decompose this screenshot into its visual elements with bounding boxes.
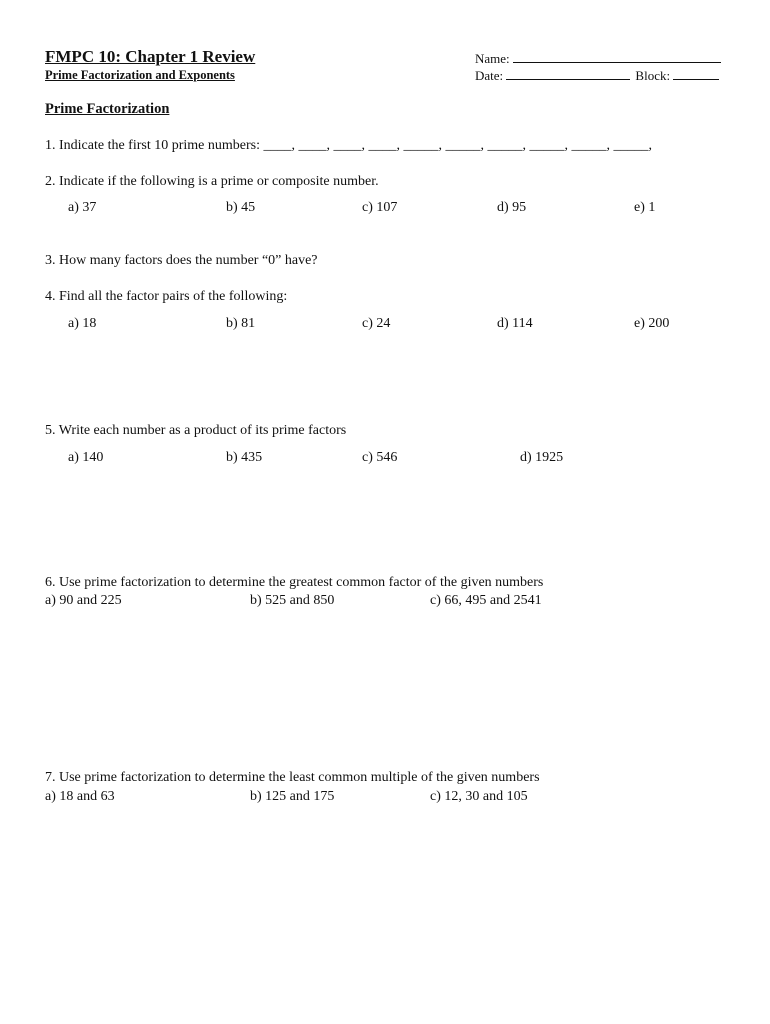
q7-option-c: c) 12, 30 and 105 [430,789,528,804]
date-block-field[interactable] [475,68,719,84]
date-blank[interactable] [506,78,630,80]
q2-option-b: b) 45 [226,200,256,215]
question-3: 3. How many factors does the number “0” have? [45,253,318,268]
question-2: 2. Indicate if the following is a prime or composite number. [45,174,379,189]
q4-option-c: c) 24 [362,316,391,331]
q2-option-d: d) 95 [497,200,527,215]
q4-option-a: a) 18 [68,316,97,331]
q2-option-a: a) 37 [68,200,97,215]
q4-option-d: d) 114 [497,316,533,331]
worksheet-title: FMPC 10: Chapter 1 Review [45,47,256,66]
block-label: Block: [635,68,671,83]
question-7: 7. Use prime factorization to determine the least common multiple of the given numbers [45,770,540,785]
q6-option-a: a) 90 and 225 [45,593,122,608]
question-1: 1. Indicate the first 10 prime numbers: ____, ____, ____, ____, _____, _____, _____, _____, _____, _____, [45,138,652,153]
q2-option-e: e) 1 [634,200,656,215]
q5-option-a: a) 140 [68,450,104,465]
q7-option-a: a) 18 and 63 [45,789,115,804]
question-6: 6. Use prime factorization to determine the greatest common factor of the given numbers [45,575,544,590]
block-blank[interactable] [673,78,719,80]
q7-option-b: b) 125 and 175 [250,789,335,804]
q5-option-b: b) 435 [226,450,263,465]
q4-option-e: e) 200 [634,316,670,331]
q4-option-b: b) 81 [226,316,256,331]
name-field[interactable] [475,51,721,67]
q6-option-c: c) 66, 495 and 2541 [430,593,542,608]
name-blank[interactable] [513,61,721,63]
date-label: Date: [475,68,504,83]
q5-option-c: c) 546 [362,450,398,465]
question-5: 5. Write each number as a product of its prime factors [45,423,347,438]
name-label: Name: [475,51,510,66]
section-title: Prime Factorization [45,101,170,117]
question-4: 4. Find all the factor pairs of the following: [45,289,288,304]
q2-option-c: c) 107 [362,200,398,215]
worksheet-subtitle: Prime Factorization and Exponents [45,68,235,82]
q6-option-b: b) 525 and 850 [250,593,335,608]
q5-option-d: d) 1925 [520,450,564,465]
